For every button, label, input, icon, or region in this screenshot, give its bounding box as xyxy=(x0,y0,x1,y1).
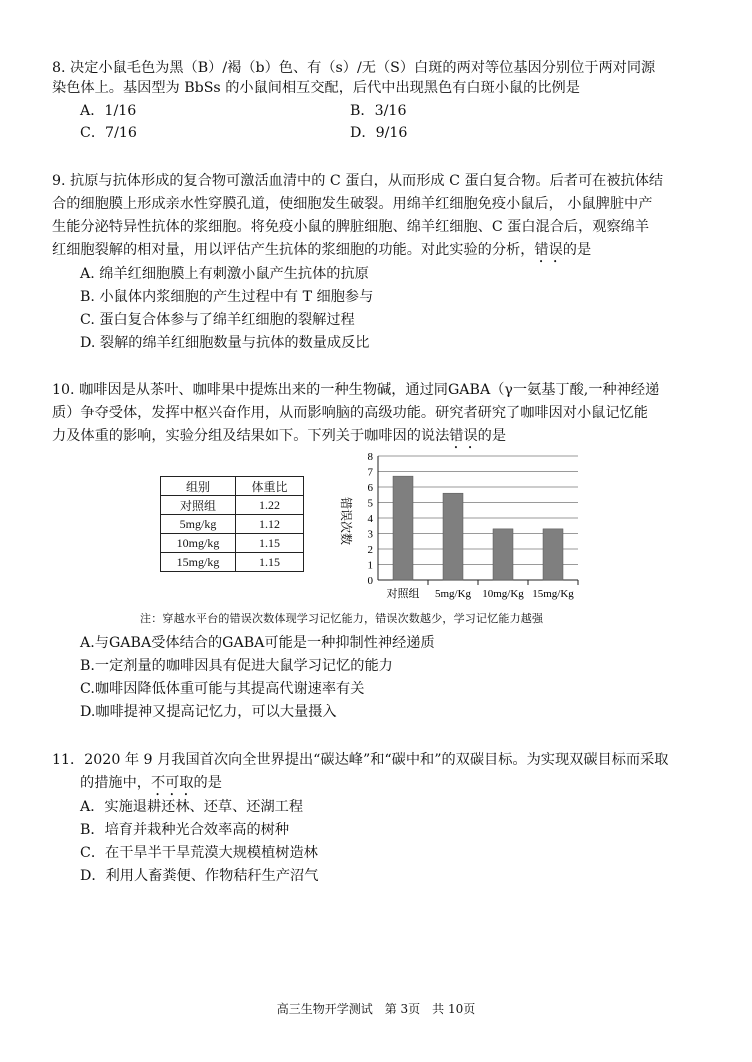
chart-bar xyxy=(393,476,413,580)
table-cell: 1.22 xyxy=(236,496,304,515)
q9-stem-line2: 合的细胞膜上形成亲水性穿膜孔道，使细胞发生破裂。用绵羊红细胞免疫小鼠后， 小鼠脾脏中产 xyxy=(52,196,653,212)
q10-option-b: B.一定剂量的咖啡因具有促进大鼠学习记忆的能力 xyxy=(80,658,393,674)
q9-stem-line4: 红细胞裂解的相对量，用以评估产生抗体的浆细胞的功能。对此实验的分析，错误的是 xyxy=(52,242,592,258)
chart-bar xyxy=(443,493,463,580)
chart-y-tick-label: 0 xyxy=(367,575,373,587)
table-cell: 对照组 xyxy=(161,496,236,515)
chart-bar xyxy=(493,529,513,580)
q9-stem-line3: 生能分泌特异性抗体的浆细胞。将免疫小鼠的脾脏细胞、绵羊红细胞、C 蛋白混合后，观察绵羊 xyxy=(52,219,650,235)
chart-y-tick-label: 7 xyxy=(367,466,373,479)
q11-option-b: B．培育并栽种光合效率高的树种 xyxy=(80,822,290,838)
table-cell: 5mg/kg xyxy=(161,515,236,534)
table-cell: 1.12 xyxy=(236,515,304,534)
chart-y-tick-label: 6 xyxy=(367,482,373,494)
weight-ratio-table xyxy=(160,476,304,572)
error-count-bar-chart xyxy=(330,446,590,604)
q11-option-a: A．实施退耕还林、还草、还湖工程 xyxy=(80,799,304,815)
chart-y-tick-label: 5 xyxy=(367,497,373,510)
chart-y-tick-label: 4 xyxy=(367,513,373,525)
table-row xyxy=(161,515,304,534)
q10-option-c: C.咖啡因降低体重可能与其提高代谢速率有关 xyxy=(80,681,365,697)
chart-note: 注：穿越水平台的错误次数体现学习记忆能力，错误次数越少，学习记忆能力越强 xyxy=(140,612,544,625)
q9-emphasis-wrong: 错误 xyxy=(534,242,563,258)
q10-option-d: D.咖啡提神又提高记忆力，可以大量摄入 xyxy=(80,704,337,720)
q9-option-a: A. 绵羊红细胞膜上有刺激小鼠产生抗体的抗原 xyxy=(80,266,369,282)
q8-option-b: B．3/16 xyxy=(350,103,407,119)
table-header-weight: 体重比 xyxy=(236,477,304,496)
table-cell: 1.15 xyxy=(236,534,304,553)
q8-option-c: C．7/16 xyxy=(80,125,137,141)
table-cell: 10mg/kg xyxy=(161,534,236,553)
page-footer: 高三生物开学测试 第 3页 共 10页 xyxy=(276,1002,476,1016)
q11-stem-line1: 11．2020 年 9 月我国首次向全世界提出“碳达峰”和“碳中和”的双碳目标。为实现双碳目标而采取 xyxy=(52,752,669,768)
q10-emphasis-wrong: 错误 xyxy=(449,428,478,444)
q11-emphasis-not-advisable: 不可取 xyxy=(150,775,194,791)
table-row xyxy=(161,553,304,572)
q9-option-b: B. 小鼠体内浆细胞的产生过程中有 T 细胞参与 xyxy=(80,289,374,305)
q10-stem-line2: 质）争夺受体，发挥中枢兴奋作用，从而影响脑的高级功能。研究者研究了咖啡因对小鼠记忆能 xyxy=(52,405,648,421)
chart-y-tick-label: 2 xyxy=(367,544,373,556)
q9-stem-line1: 9. 抗原与抗体形成的复合物可激活血清中的 C 蛋白，从而形成 C 蛋白复合物。后者可在被抗体结 xyxy=(52,173,664,189)
chart-x-tick-label: 5mg/Kg xyxy=(434,588,472,600)
q11-stem-line2: 的措施中，不可取的是 xyxy=(80,775,222,791)
q9-option-c: C. 蛋白复合体参与了绵羊红细胞的裂解过程 xyxy=(80,312,355,328)
q10-stem-line1: 10. 咖啡因是从茶叶、咖啡果中提炼出来的一种生物碱，通过同GABA（γ一氨基丁酸,一种神经递 xyxy=(52,382,660,398)
chart-y-tick-label: 1 xyxy=(367,559,373,572)
table-header-group: 组别 xyxy=(161,477,236,496)
q10-option-a: A.与GABA受体结合的GABA可能是一种抑制性神经递质 xyxy=(80,635,435,651)
chart-x-tick-label: 10mg/Kg xyxy=(482,588,524,600)
q9-option-d: D. 裂解的绵羊红细胞数量与抗体的数量成反比 xyxy=(80,335,370,351)
chart-y-axis-label: 错误次数 xyxy=(339,496,353,546)
chart-x-tick-label: 对照组 xyxy=(386,588,420,600)
q10-stem-line3: 力及体重的影响，实验分组及结果如下。下列关于咖啡因的说法错误的是 xyxy=(52,428,507,444)
q8-stem-line2: 染色体上。基因型为 BbSs 的小鼠间相互交配，后代中出现黑色有白斑小鼠的比例是 xyxy=(52,80,580,96)
table-row xyxy=(161,534,304,553)
q8-option-a: A．1/16 xyxy=(80,103,137,119)
table-row xyxy=(161,496,304,515)
table-cell: 15mg/kg xyxy=(161,553,236,572)
chart-y-tick-label: 8 xyxy=(367,451,373,463)
table-cell: 1.15 xyxy=(236,553,304,572)
q8-option-d: D．9/16 xyxy=(350,125,408,141)
q8-stem-line1: 8. 决定小鼠毛色为黑（B）/褐（b）色、有（s）/无（S）白斑的两对等位基因分别位于两对同源 xyxy=(52,60,656,76)
chart-x-tick-label: 15mg/Kg xyxy=(532,588,574,600)
chart-y-tick-label: 3 xyxy=(367,528,373,541)
chart-bar xyxy=(543,529,563,580)
q11-option-d: D．利用人畜粪便、作物秸秆生产沼气 xyxy=(80,868,319,884)
table-header-row xyxy=(161,477,304,496)
q11-option-c: C．在干旱半干旱荒漠大规模植树造林 xyxy=(80,845,318,861)
